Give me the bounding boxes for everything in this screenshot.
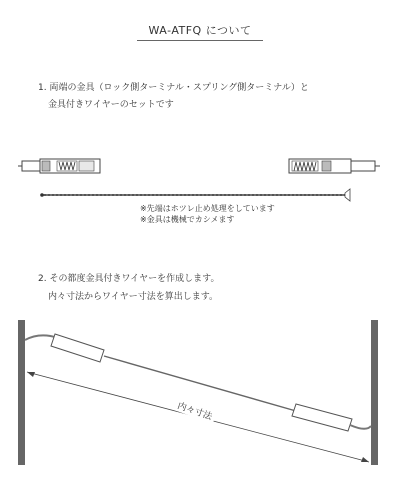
note-line1: ※先端はホツレ止め処理をしています [140,204,275,213]
page-title: WA-ATFQ について [148,24,252,37]
dimension-label: 内々寸法 [173,398,217,424]
section2-line2: 内々寸法からワイヤー寸法を算出します。 [48,292,219,302]
note-line2: ※金具は機械でカシメます [140,215,235,224]
section1-line1: 1. 両端の金具（ロック側ターミナル・スプリング側ターミナル）と [38,83,309,93]
left-wall [18,320,25,465]
section2-line1: 2. その都度金具付きワイヤーを作成します。 [38,274,220,284]
lock-terminal-illustration [18,159,100,173]
wire-illustration [40,189,350,201]
spring-terminal-illustration [289,159,380,173]
section1-line2: 金具付きワイヤーのセットです [48,100,174,110]
right-wall [371,320,378,465]
